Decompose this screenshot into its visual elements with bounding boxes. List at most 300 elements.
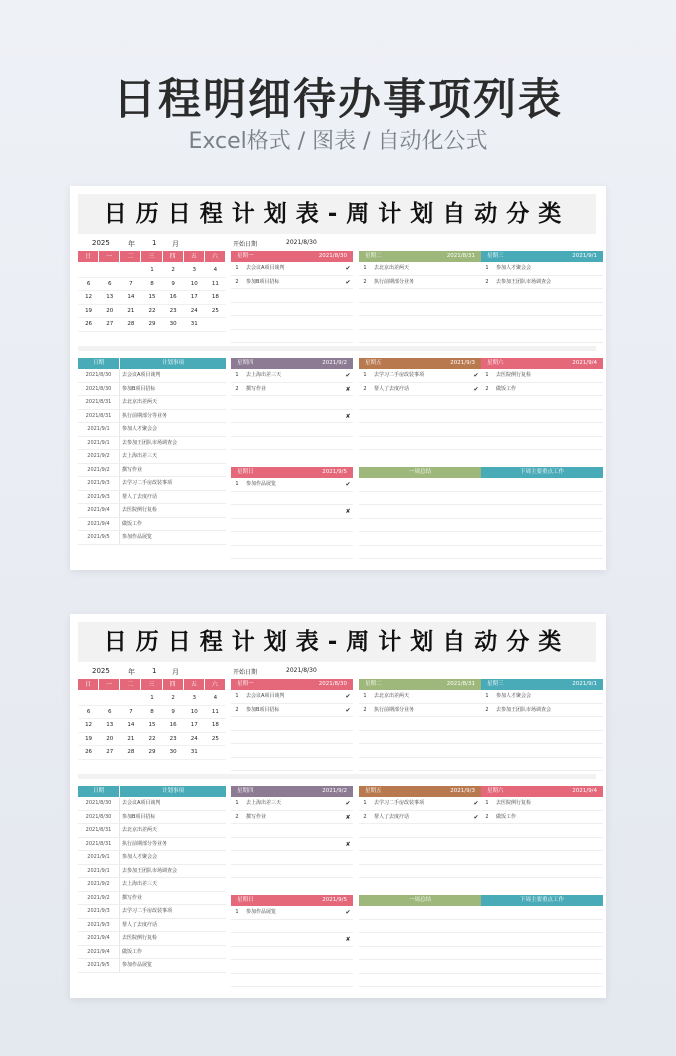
empty-task-row[interactable] [359,906,481,920]
calendar-day-cell[interactable]: 4 [213,267,218,273]
empty-task-row[interactable] [481,410,603,424]
empty-task-row[interactable] [231,717,353,731]
empty-task-row[interactable] [359,532,481,546]
calendar-week-row [78,318,226,332]
task-status-icon[interactable] [593,369,603,382]
day-card-header [359,251,481,262]
empty-task-row[interactable] [231,437,353,451]
task-status-icon[interactable]: ✘ [345,813,351,821]
plan-row[interactable] [78,423,226,437]
task-status-icon[interactable]: ✘ [345,936,351,943]
day-card-header [359,679,481,690]
task-status-icon[interactable]: ✔ [473,385,479,393]
empty-task-row[interactable] [359,851,481,865]
start-date-value[interactable]: 2021/8/30 [286,239,317,246]
day-name: 星期日 [237,469,254,475]
calendar-day-cell[interactable]: 4 [213,695,218,701]
empty-task-row[interactable] [231,505,353,519]
day-card-header [359,895,481,906]
plan-row[interactable] [78,959,226,973]
task-status-icon[interactable]: ✔ [345,481,351,488]
empty-task-row[interactable] [481,423,603,437]
day-card [359,358,481,450]
task-row[interactable] [231,797,353,811]
empty-task-row[interactable] [481,906,603,920]
empty-task-row[interactable] [481,316,603,330]
day-card [481,895,603,987]
calendar-day-cell[interactable]: 13 [106,722,114,728]
year-value[interactable]: 2025 [92,667,110,675]
empty-task-row[interactable] [481,947,603,961]
calendar-day-cell[interactable]: 15 [148,722,156,728]
calendar-day-cell[interactable]: 21 [127,307,135,314]
empty-task-row[interactable] [359,824,481,838]
calendar-day-cell[interactable]: 6 [86,708,91,715]
empty-task-row[interactable] [359,758,481,772]
task-row[interactable] [481,704,603,718]
task-row[interactable] [231,369,353,383]
empty-task-row[interactable] [359,717,481,731]
task-row[interactable] [359,262,481,276]
plan-row[interactable] [78,531,226,545]
empty-task-row[interactable] [231,410,353,424]
calendar-day-cell[interactable]: 7 [129,280,133,287]
plan-row[interactable] [78,491,226,505]
calendar-day-cell[interactable] [99,692,120,705]
calendar-day-cell[interactable]: 17 [190,294,198,300]
day-name: 星期六 [487,360,504,366]
calendar-day-cell[interactable]: 26 [85,321,93,327]
calendar-day-cell[interactable]: 9 [171,708,175,715]
empty-task-row[interactable] [481,546,603,560]
empty-task-row[interactable] [481,824,603,838]
empty-task-row[interactable] [359,933,481,947]
plan-row[interactable] [78,811,226,825]
task-status-icon[interactable]: ✘ [345,385,351,393]
plan-row[interactable] [78,396,226,410]
task-status-icon[interactable] [593,262,603,275]
plan-row[interactable] [78,946,226,960]
task-row[interactable] [481,262,603,276]
plan-row[interactable] [78,410,226,424]
plan-row[interactable] [78,932,226,946]
day-name: 星期一 [237,253,254,259]
task-status-icon[interactable]: ✔ [473,813,479,821]
empty-task-row[interactable] [231,758,353,772]
plan-row[interactable] [78,504,226,518]
task-status-icon[interactable] [593,704,603,717]
sheet-preview-1 [70,186,606,570]
plan-row[interactable] [78,477,226,491]
plan-row[interactable] [78,851,226,865]
calendar-day-cell[interactable]: 8 [150,280,154,287]
task-status-icon[interactable] [593,690,603,703]
calendar-day-cell[interactable]: 25 [211,735,219,742]
task-number: 2 [235,706,239,713]
calendar-day-cell[interactable] [120,264,141,277]
calendar-day-cell[interactable]: 14 [127,294,135,300]
empty-task-row[interactable] [359,920,481,934]
plan-row[interactable] [78,437,226,451]
empty-task-row[interactable] [481,330,603,344]
plan-row[interactable] [78,865,226,879]
day-date: 2021/8/31 [446,253,475,259]
calendar-day-cell[interactable]: 6 [86,280,91,287]
task-row[interactable] [231,276,353,290]
empty-task-row[interactable] [231,824,353,838]
plan-row[interactable] [78,369,226,383]
calendar-day-cell[interactable]: 27 [106,749,114,755]
task-row[interactable] [231,811,353,825]
calendar-day-cell[interactable]: 23 [169,735,177,742]
empty-task-row[interactable] [359,437,481,451]
plan-row[interactable] [78,450,226,464]
plan-row[interactable] [78,797,226,811]
empty-task-row[interactable] [481,717,603,731]
empty-task-row[interactable] [481,920,603,934]
calendar-day-cell[interactable]: 23 [169,307,177,314]
task-status-icon[interactable]: ✔ [345,693,351,700]
calendar-day-cell[interactable]: 24 [190,307,198,314]
task-status-icon[interactable] [593,383,603,396]
plan-row[interactable] [78,905,226,919]
empty-task-row[interactable] [481,519,603,533]
day-name: 星期三 [487,253,504,259]
task-status-icon[interactable]: ✘ [345,412,351,420]
calendar-week-row [78,291,226,305]
plan-row-date: 2021/9/3 [78,919,120,932]
calendar-week-row [78,746,226,760]
empty-task-row[interactable] [359,505,481,519]
plan-item-header: 计划事项 [161,360,184,366]
task-status-icon[interactable] [471,262,481,275]
calendar-day-cell[interactable]: 3 [192,267,197,273]
plan-row-item: 去学习二手房改装事项 [122,908,173,914]
calendar-day-cell[interactable] [205,318,226,331]
empty-task-row[interactable] [481,838,603,852]
empty-task-row[interactable] [231,396,353,410]
calendar-day-cell[interactable] [120,692,141,705]
calendar-day-cell[interactable]: 26 [85,749,93,755]
task-status-icon[interactable]: ✔ [473,800,479,807]
empty-task-row[interactable] [231,546,353,560]
task-status-icon[interactable]: ✘ [345,508,351,515]
task-number: 1 [235,372,239,378]
task-row[interactable] [359,276,481,290]
empty-task-row[interactable] [359,303,481,317]
empty-task-row[interactable] [359,410,481,424]
empty-task-row[interactable] [231,851,353,865]
calendar-day-cell[interactable]: 10 [190,280,198,287]
empty-task-row[interactable] [231,519,353,533]
day-card [481,358,603,450]
task-status-icon[interactable] [593,276,603,289]
empty-task-row[interactable] [359,865,481,879]
empty-task-row[interactable] [231,947,353,961]
month-value[interactable]: 1 [152,239,157,247]
empty-task-row[interactable] [231,330,353,344]
empty-task-row[interactable] [359,947,481,961]
calendar-day-cell[interactable]: 16 [169,722,177,728]
empty-task-row[interactable] [359,974,481,988]
calendar-day-cell[interactable]: 19 [85,735,93,742]
calendar-day-cell[interactable]: 14 [127,722,135,728]
plan-row[interactable] [78,464,226,478]
calendar-day-cell[interactable]: 21 [127,735,135,742]
calendar-day-cell[interactable]: 30 [169,749,177,755]
empty-task-row[interactable] [481,505,603,519]
empty-task-row[interactable] [231,920,353,934]
calendar-day-cell[interactable]: 12 [85,294,93,300]
calendar-day-cell[interactable]: 24 [190,735,198,742]
calendar-day-cell[interactable]: 22 [148,307,156,314]
calendar-day-cell[interactable]: 1 [150,695,154,701]
empty-task-row[interactable] [359,546,481,560]
empty-task-row[interactable] [481,744,603,758]
day-card [481,251,603,343]
task-row[interactable] [231,704,353,718]
calendar-day-cell[interactable]: 31 [190,321,198,327]
task-status-icon[interactable] [593,797,603,810]
empty-task-row[interactable] [231,532,353,546]
task-row[interactable] [481,369,603,383]
task-status-icon[interactable]: ✔ [345,800,351,807]
calendar-day-cell[interactable]: 10 [190,708,198,715]
calendar-week-row [78,278,226,292]
day-card-header [481,786,603,797]
empty-task-row[interactable] [359,492,481,506]
calendar-day-cell[interactable]: 12 [85,722,93,728]
empty-task-row[interactable] [231,731,353,745]
calendar-day-cell[interactable]: 15 [148,294,156,300]
task-status-icon[interactable]: ✔ [345,372,351,379]
task-status-icon[interactable] [471,276,481,289]
empty-task-row[interactable] [359,960,481,974]
calendar-day-cell[interactable]: 8 [150,708,154,715]
calendar-day-cell[interactable]: 25 [211,307,219,314]
plan-row-date: 2021/9/5 [78,959,120,972]
empty-task-row[interactable] [231,492,353,506]
calendar-day-cell[interactable] [78,264,99,277]
calendar-day-cell[interactable]: 9 [171,280,175,287]
empty-task-row[interactable] [359,519,481,533]
plan-row[interactable] [78,878,226,892]
plan-row[interactable] [78,824,226,838]
day-name: 下周主要重点工作 [519,469,564,475]
calendar-day-cell[interactable]: 11 [211,708,219,715]
task-text: 去会议A项目谈判 [246,693,285,699]
task-row[interactable] [359,690,481,704]
empty-task-row[interactable] [231,933,353,947]
calendar-day-cell[interactable]: 30 [169,321,177,327]
plan-row[interactable] [78,383,226,397]
empty-task-row[interactable] [481,532,603,546]
calendar-day-cell[interactable]: 20 [106,735,114,742]
empty-task-row[interactable] [231,974,353,988]
calendar-day-cell[interactable]: 27 [106,321,114,327]
task-text: 去学习二手房改装事项 [374,372,425,378]
day-name: 一周总结 [408,469,431,475]
task-row[interactable] [481,797,603,811]
plan-row-item: 去参加王团队市场调查会 [122,867,178,874]
empty-task-row[interactable] [481,933,603,947]
empty-task-row[interactable] [231,303,353,317]
empty-task-row[interactable] [359,289,481,303]
calendar-week-row [78,719,226,733]
empty-task-row[interactable] [481,492,603,506]
empty-task-row[interactable] [231,316,353,330]
task-text: 做饭工作 [496,813,517,820]
empty-task-row[interactable] [359,423,481,437]
calendar-week-row [78,733,226,747]
task-status-icon[interactable]: ✔ [473,372,479,379]
empty-task-row[interactable] [359,330,481,344]
calendar-day-cell[interactable]: 6 [107,280,112,287]
task-row[interactable] [359,811,481,825]
task-status-icon[interactable]: ✔ [345,265,351,272]
task-text: 去医院例行复检 [496,372,532,378]
calendar-day-cell[interactable]: 6 [107,708,112,715]
calendar-day-cell[interactable]: 31 [190,749,198,755]
empty-task-row[interactable] [481,437,603,451]
day-name: 星期日 [237,897,254,903]
task-text: 帮人了去度疗话 [374,385,410,392]
year-value[interactable]: 2025 [92,239,110,247]
task-number: 1 [485,265,489,271]
task-row[interactable] [359,369,481,383]
task-row[interactable] [481,383,603,397]
plan-row[interactable] [78,518,226,532]
empty-task-row[interactable] [481,851,603,865]
empty-task-row[interactable] [231,423,353,437]
plan-row[interactable] [78,919,226,933]
task-status-icon[interactable]: ✘ [345,840,351,848]
empty-task-row[interactable] [481,396,603,410]
day-card-header [481,467,603,478]
day-card-header [231,251,353,262]
day-card [481,467,603,559]
empty-task-row[interactable] [481,865,603,879]
weekday-header-cell: 三 [141,679,162,690]
empty-task-row[interactable] [359,744,481,758]
calendar-day-cell[interactable] [205,746,226,759]
calendar-day-cell[interactable]: 11 [211,280,219,287]
task-row[interactable] [231,383,353,397]
day-card [359,251,481,343]
task-row[interactable] [231,478,353,492]
empty-task-row[interactable] [231,289,353,303]
month-value[interactable]: 1 [152,667,157,675]
calendar-week-row [78,264,226,278]
calendar-day-cell[interactable]: 3 [192,695,197,701]
calendar-day-cell[interactable]: 20 [106,307,114,314]
empty-task-row[interactable] [231,838,353,852]
calendar-day-cell[interactable]: 29 [148,321,156,327]
calendar-day-cell[interactable]: 22 [148,735,156,742]
empty-task-row[interactable] [231,744,353,758]
start-date-value[interactable]: 2021/8/30 [286,667,317,674]
plan-row-date: 2021/8/31 [78,396,120,409]
empty-task-row[interactable] [481,289,603,303]
empty-task-row[interactable] [359,316,481,330]
calendar-day-cell[interactable]: 29 [148,749,156,755]
task-row[interactable] [481,811,603,825]
task-row[interactable] [481,276,603,290]
weekday-header-cell: 二 [120,679,141,690]
empty-task-row[interactable] [481,303,603,317]
task-row[interactable] [231,262,353,276]
day-card-header [481,358,603,369]
day-card-header [231,467,353,478]
calendar-day-cell[interactable] [99,264,120,277]
empty-task-row[interactable] [231,960,353,974]
empty-task-row[interactable] [359,838,481,852]
plan-row-date: 2021/8/30 [78,383,120,396]
empty-task-row[interactable] [231,865,353,879]
calendar-day-cell[interactable]: 28 [127,749,135,755]
task-status-icon[interactable] [471,690,481,703]
plan-row-item: 做饭工作 [122,520,143,527]
task-status-icon[interactable]: ✔ [345,278,351,286]
task-row[interactable] [359,383,481,397]
task-row[interactable] [231,906,353,920]
calendar-day-cell[interactable]: 17 [190,722,198,728]
task-status-icon[interactable] [471,704,481,717]
task-row[interactable] [481,690,603,704]
calendar-day-cell[interactable]: 13 [106,294,114,300]
task-row[interactable] [231,690,353,704]
calendar-day-cell[interactable]: 19 [85,307,93,314]
empty-task-row[interactable] [359,731,481,745]
empty-task-row[interactable] [481,960,603,974]
task-row[interactable] [359,704,481,718]
calendar-day-cell[interactable]: 16 [169,294,177,300]
task-text: 参加人才聚会会 [496,693,532,699]
calendar-day-cell[interactable] [78,692,99,705]
plan-row-item: 去医院例行复检 [122,507,158,513]
plan-row-date: 2021/9/5 [78,531,120,544]
plan-date-header: 日期 [78,786,120,797]
empty-task-row[interactable] [359,478,481,492]
empty-task-row[interactable] [481,974,603,988]
calendar-day-cell[interactable]: 1 [150,267,154,273]
empty-task-row[interactable] [481,478,603,492]
calendar-day-cell[interactable]: 2 [171,695,175,701]
task-text: 去参加王团队市场调查会 [496,278,552,285]
task-number: 2 [235,385,239,392]
calendar-day-cell[interactable]: 7 [129,708,133,715]
empty-task-row[interactable] [481,758,603,772]
calendar-day-cell[interactable]: 18 [211,722,219,728]
day-card-header [359,786,481,797]
calendar-day-cell[interactable]: 18 [211,294,219,300]
task-number: 2 [235,813,239,820]
day-card [231,786,353,878]
plan-row[interactable] [78,892,226,906]
empty-task-row[interactable] [359,396,481,410]
task-status-icon[interactable]: ✔ [345,909,351,916]
calendar-grid [78,264,226,332]
plan-row[interactable] [78,838,226,852]
task-status-icon[interactable]: ✔ [345,706,351,714]
day-date: 2021/9/5 [322,469,347,475]
task-row[interactable] [359,797,481,811]
task-status-icon[interactable] [593,811,603,824]
empty-task-row[interactable] [481,731,603,745]
task-text: 撰写作业 [246,385,267,392]
calendar-day-cell[interactable]: 2 [171,267,175,273]
calendar-day-cell[interactable]: 28 [127,321,135,327]
